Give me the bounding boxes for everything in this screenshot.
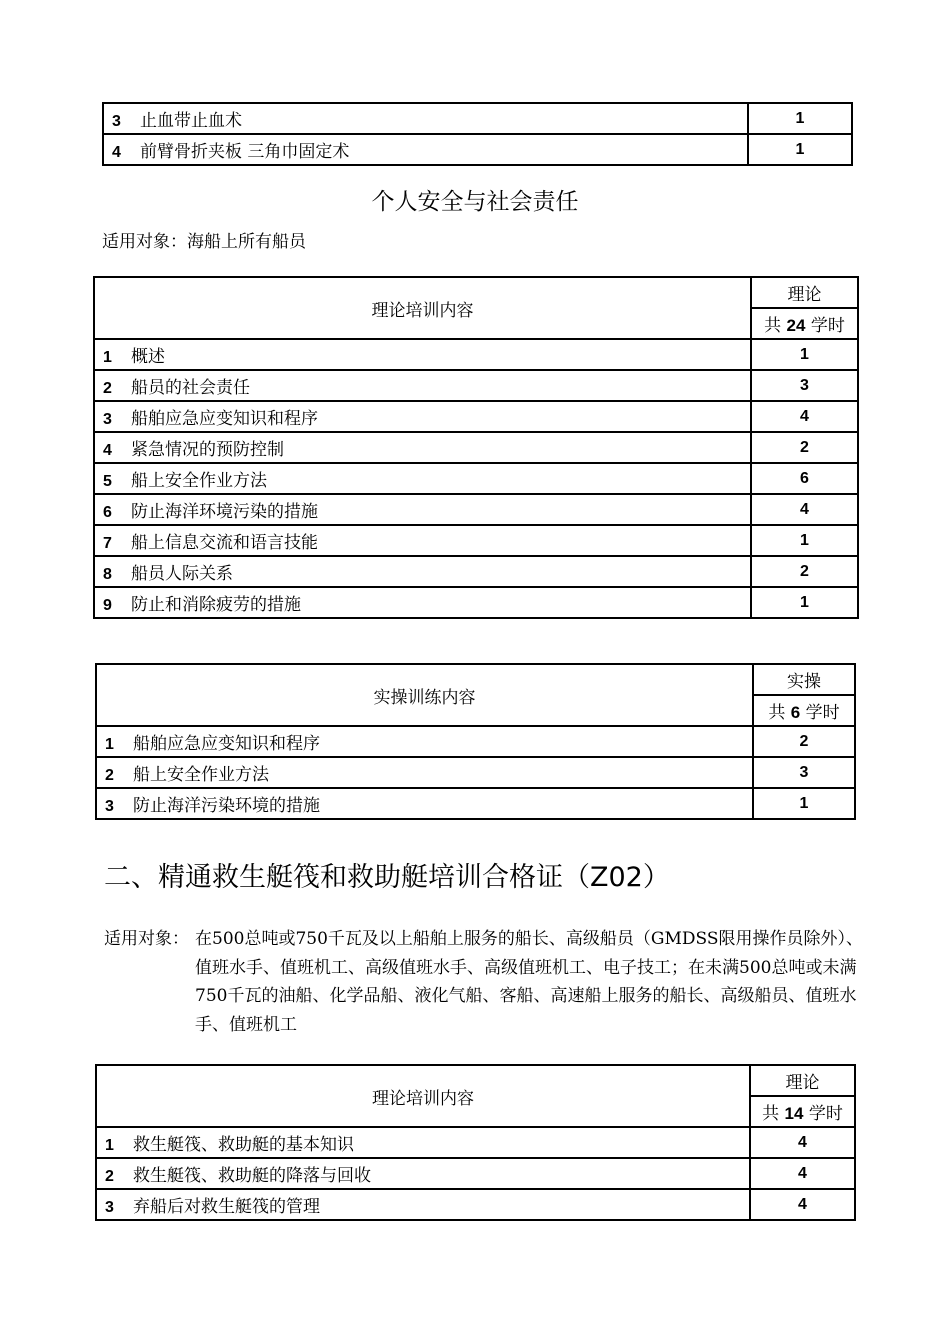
row-number: 4 [112, 144, 121, 161]
hours-number: 14 [784, 1104, 804, 1123]
target-audience-text: 在500总吨或750千瓦及以上船舶上服务的船长、高级船员（GMDSS限用操作员除外）、值班水手、值班机工、高级值班水手、高级值班机工、电子技工；在未满500总吨或未满750千瓦的油船、化学品船、液化气船、客船、高速船上服务的船长、高级船员、值班水手、值班机工 [195, 929, 864, 1035]
row-label-cell [94, 432, 751, 463]
row-hours: 1 [748, 103, 852, 134]
row-label-cell [94, 370, 751, 401]
row-label-cell [96, 1127, 750, 1158]
row-hours: 4 [750, 1158, 855, 1189]
row-number: 4 [103, 442, 112, 459]
row-number: 5 [103, 473, 112, 490]
row-number: 3 [112, 113, 121, 130]
row-label-cell [94, 401, 751, 432]
row-hours: 2 [751, 556, 858, 587]
row-hours: 2 [753, 726, 855, 757]
row-label-cell [94, 556, 751, 587]
row-number: 9 [103, 597, 112, 614]
target-audience-label: 适用对象： [104, 929, 189, 949]
row-number: 3 [103, 411, 112, 428]
row-label: 前臂骨折夹板 三角巾固定术 [140, 142, 350, 162]
row-hours: 1 [751, 525, 858, 556]
row-number: 2 [105, 1168, 114, 1185]
table-header-row [94, 277, 858, 308]
row-label: 船员人际关系 [131, 564, 233, 584]
table-row [94, 370, 858, 401]
row-hours: 3 [753, 757, 855, 788]
row-hours: 1 [748, 134, 852, 165]
theory-table [93, 276, 859, 619]
table-header: 理论培训内容 [94, 277, 751, 339]
row-label: 弃船后对救生艇筏的管理 [133, 1197, 320, 1217]
total-hours [753, 695, 855, 726]
table-row [96, 726, 855, 757]
table-row [96, 1127, 855, 1158]
table-row [96, 1189, 855, 1220]
row-number: 3 [105, 798, 114, 815]
target-audience-block [104, 925, 863, 1039]
row-label: 防止海洋环境污染的措施 [131, 502, 318, 522]
table-row [94, 432, 858, 463]
row-number: 1 [105, 1137, 114, 1154]
row-number: 8 [103, 566, 112, 583]
row-label-cell [96, 1189, 750, 1220]
section-heading: 二、精通救生艇筏和救助艇培训合格证（Z02） [104, 862, 670, 893]
row-number: 3 [105, 1199, 114, 1216]
row-hours: 1 [751, 339, 858, 370]
row-hours: 1 [751, 587, 858, 618]
table-row [103, 134, 852, 165]
row-label-cell [94, 339, 751, 370]
row-label-cell [103, 103, 748, 134]
row-hours: 1 [753, 788, 855, 819]
table-row [94, 494, 858, 525]
hours-number: 6 [790, 703, 801, 722]
table-row [94, 556, 858, 587]
table-header-row [96, 664, 855, 695]
hours-type: 理论 [751, 277, 858, 308]
table-row [94, 339, 858, 370]
row-label: 救生艇筏、救助艇的基本知识 [133, 1135, 354, 1155]
row-hours: 3 [751, 370, 858, 401]
row-label-cell [94, 494, 751, 525]
table-row [96, 788, 855, 819]
row-label: 防止和消除疲劳的措施 [131, 595, 301, 615]
total-hours [751, 308, 858, 339]
total-hours [750, 1096, 855, 1127]
row-label: 救生艇筏、救助艇的降落与回收 [133, 1166, 371, 1186]
row-number: 6 [103, 504, 112, 521]
table-row [96, 757, 855, 788]
practice-table [95, 663, 856, 820]
row-label: 船上安全作业方法 [131, 471, 267, 491]
hours-prefix: 共 [768, 703, 786, 723]
row-hours: 4 [750, 1127, 855, 1158]
table-row [94, 525, 858, 556]
table-row [96, 1158, 855, 1189]
row-hours: 4 [750, 1189, 855, 1220]
table-header-row [96, 1065, 855, 1096]
row-hours: 2 [751, 432, 858, 463]
row-hours: 6 [751, 463, 858, 494]
row-label-cell [96, 788, 753, 819]
row-label: 船上信息交流和语言技能 [131, 533, 318, 553]
row-label: 止血带止血术 [140, 111, 242, 131]
row-hours: 4 [751, 401, 858, 432]
row-number: 2 [103, 380, 112, 397]
table-header: 实操训练内容 [96, 664, 753, 726]
hours-number: 24 [786, 316, 806, 335]
hours-suffix: 学时 [808, 1104, 843, 1124]
theory-table [95, 1064, 856, 1221]
hours-prefix: 共 [764, 316, 782, 336]
row-label: 紧急情况的预防控制 [131, 440, 284, 460]
row-number: 1 [105, 736, 114, 753]
table-row [94, 401, 858, 432]
table-row [94, 587, 858, 618]
row-label: 概述 [131, 347, 165, 367]
row-label: 防止海洋污染环境的措施 [133, 796, 320, 816]
table-row [103, 103, 852, 134]
row-number: 7 [103, 535, 112, 552]
row-label-cell [103, 134, 748, 165]
row-number: 1 [103, 349, 112, 366]
row-label-cell [96, 726, 753, 757]
hours-type: 实操 [753, 664, 855, 695]
target-audience: 适用对象：海船上所有船员 [102, 232, 306, 252]
row-label: 船员的社会责任 [131, 378, 250, 398]
row-label: 船舶应急应变知识和程序 [131, 409, 318, 429]
row-label-cell [94, 587, 751, 618]
row-label: 船上安全作业方法 [133, 765, 269, 785]
hours-suffix: 学时 [805, 703, 840, 723]
table-row [94, 463, 858, 494]
hours-type: 理论 [750, 1065, 855, 1096]
row-number: 2 [105, 767, 114, 784]
table-header: 理论培训内容 [96, 1065, 750, 1127]
row-label-cell [96, 757, 753, 788]
row-hours: 4 [751, 494, 858, 525]
row-label-cell [94, 525, 751, 556]
hours-prefix: 共 [762, 1104, 780, 1124]
first-aid-practice-table [102, 102, 853, 166]
row-label-cell [94, 463, 751, 494]
row-label-cell [96, 1158, 750, 1189]
section-title: 个人安全与社会责任 [371, 189, 579, 215]
row-label: 船舶应急应变知识和程序 [133, 734, 320, 754]
hours-suffix: 学时 [810, 316, 845, 336]
